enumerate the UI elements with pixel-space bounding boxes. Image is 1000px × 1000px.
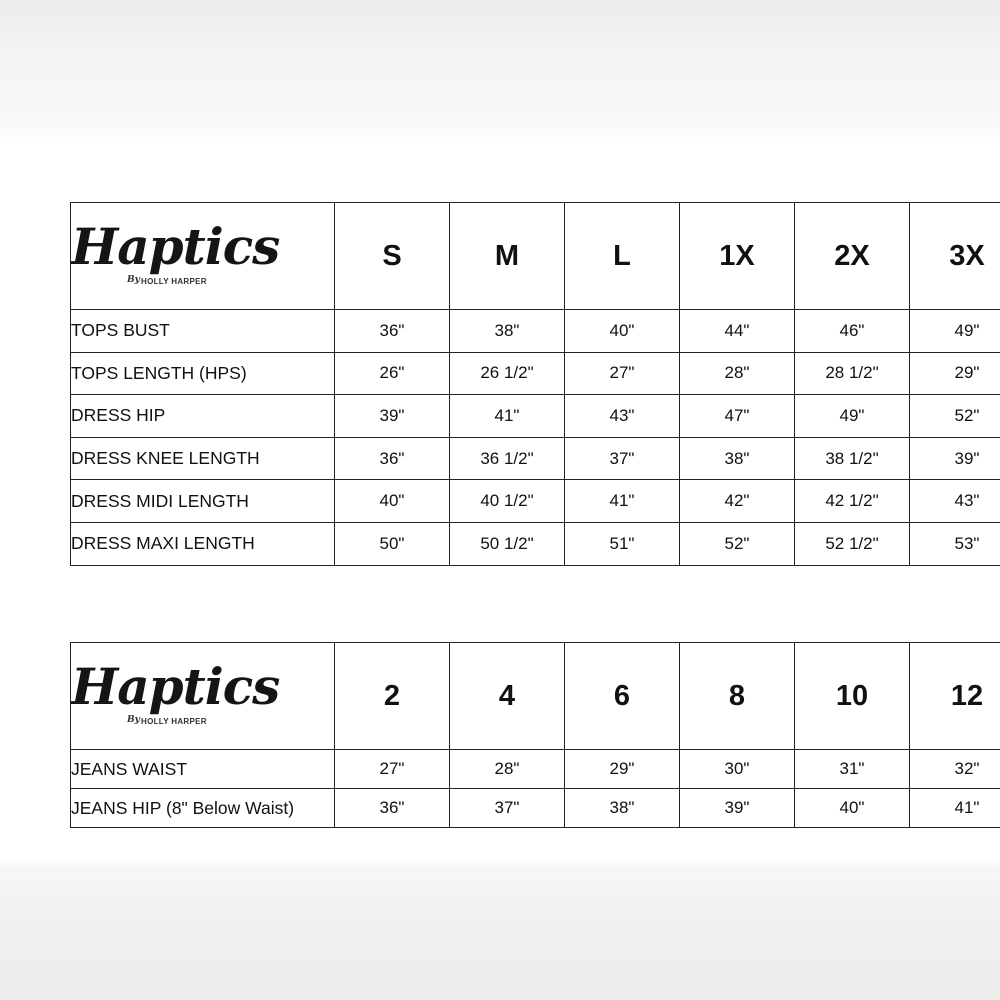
measurement-cell: 43" xyxy=(910,480,1000,523)
size-header: L xyxy=(565,203,680,310)
measurement-cell: 52 1/2" xyxy=(795,522,910,565)
measurement-cell: 42" xyxy=(680,480,795,523)
row-label: DRESS HIP xyxy=(71,395,335,438)
jeans-brand-cell xyxy=(71,643,335,750)
measurement-cell: 40 1/2" xyxy=(450,480,565,523)
tops-header-row xyxy=(71,203,1000,310)
size-header: 12 xyxy=(910,643,1000,750)
size-header: M xyxy=(450,203,565,310)
measurement-cell: 50" xyxy=(335,522,450,565)
table-row xyxy=(71,480,1000,523)
size-header: 3X xyxy=(910,203,1000,310)
table-row xyxy=(71,310,1000,353)
measurement-cell: 51" xyxy=(565,522,680,565)
tops-brand-cell xyxy=(71,203,335,310)
table-row xyxy=(71,789,1000,828)
size-header: 2 xyxy=(335,643,450,750)
measurement-cell: 38" xyxy=(565,789,680,828)
measurement-cell: 36" xyxy=(335,789,450,828)
measurement-cell: 42 1/2" xyxy=(795,480,910,523)
measurement-cell: 40" xyxy=(565,310,680,353)
row-label: DRESS KNEE LENGTH xyxy=(71,437,335,480)
row-label: JEANS HIP (8" Below Waist) xyxy=(71,789,335,828)
haptics-logo xyxy=(71,215,301,293)
table-row xyxy=(71,395,1000,438)
measurement-cell: 31" xyxy=(795,750,910,789)
logo-wordmark: Haptics xyxy=(71,216,280,276)
row-label: TOPS BUST xyxy=(71,310,335,353)
logo-by: By xyxy=(127,714,140,725)
measurement-cell: 40" xyxy=(795,789,910,828)
row-label: DRESS MAXI LENGTH xyxy=(71,522,335,565)
jeans-size-chart xyxy=(70,642,1000,828)
measurement-cell: 26 1/2" xyxy=(450,352,565,395)
measurement-cell: 52" xyxy=(910,395,1000,438)
measurement-cell: 40" xyxy=(335,480,450,523)
row-label: JEANS WAIST xyxy=(71,750,335,789)
table-row xyxy=(71,522,1000,565)
measurement-cell: 37" xyxy=(565,437,680,480)
measurement-cell: 32" xyxy=(910,750,1000,789)
size-header: 6 xyxy=(565,643,680,750)
size-header: 4 xyxy=(450,643,565,750)
measurement-cell: 41" xyxy=(565,480,680,523)
measurement-cell: 39" xyxy=(335,395,450,438)
measurement-cell: 39" xyxy=(680,789,795,828)
size-header: 1X xyxy=(680,203,795,310)
measurement-cell: 38" xyxy=(450,310,565,353)
measurement-cell: 43" xyxy=(565,395,680,438)
table-row xyxy=(71,352,1000,395)
measurement-cell: 27" xyxy=(335,750,450,789)
row-label: TOPS LENGTH (HPS) xyxy=(71,352,335,395)
tops-size-chart xyxy=(70,202,1000,566)
measurement-cell: 28 1/2" xyxy=(795,352,910,395)
measurement-cell: 26" xyxy=(335,352,450,395)
measurement-cell: 52" xyxy=(680,522,795,565)
jeans-header-row xyxy=(71,643,1000,750)
measurement-cell: 53" xyxy=(910,522,1000,565)
measurement-cell: 41" xyxy=(450,395,565,438)
measurement-cell: 28" xyxy=(680,352,795,395)
measurement-cell: 49" xyxy=(910,310,1000,353)
measurement-cell: 36" xyxy=(335,310,450,353)
measurement-cell: 46" xyxy=(795,310,910,353)
logo-subtitle: HOLLY HARPER xyxy=(141,276,207,286)
measurement-cell: 27" xyxy=(565,352,680,395)
measurement-cell: 30" xyxy=(680,750,795,789)
table-row xyxy=(71,750,1000,789)
measurement-cell: 28" xyxy=(450,750,565,789)
size-header: 10 xyxy=(795,643,910,750)
logo-by: By xyxy=(127,274,140,285)
measurement-cell: 38" xyxy=(680,437,795,480)
measurement-cell: 38 1/2" xyxy=(795,437,910,480)
measurement-cell: 36" xyxy=(335,437,450,480)
measurement-cell: 50 1/2" xyxy=(450,522,565,565)
measurement-cell: 41" xyxy=(910,789,1000,828)
measurement-cell: 49" xyxy=(795,395,910,438)
size-header: S xyxy=(335,203,450,310)
measurement-cell: 44" xyxy=(680,310,795,353)
row-label: DRESS MIDI LENGTH xyxy=(71,480,335,523)
logo-wordmark: Haptics xyxy=(71,656,280,716)
measurement-cell: 29" xyxy=(910,352,1000,395)
table-row xyxy=(71,437,1000,480)
size-header: 2X xyxy=(795,203,910,310)
size-chart-sheet xyxy=(0,142,1000,858)
measurement-cell: 39" xyxy=(910,437,1000,480)
measurement-cell: 47" xyxy=(680,395,795,438)
measurement-cell: 29" xyxy=(565,750,680,789)
measurement-cell: 37" xyxy=(450,789,565,828)
haptics-logo xyxy=(71,655,301,733)
measurement-cell: 36 1/2" xyxy=(450,437,565,480)
logo-subtitle: HOLLY HARPER xyxy=(141,716,207,726)
size-header: 8 xyxy=(680,643,795,750)
